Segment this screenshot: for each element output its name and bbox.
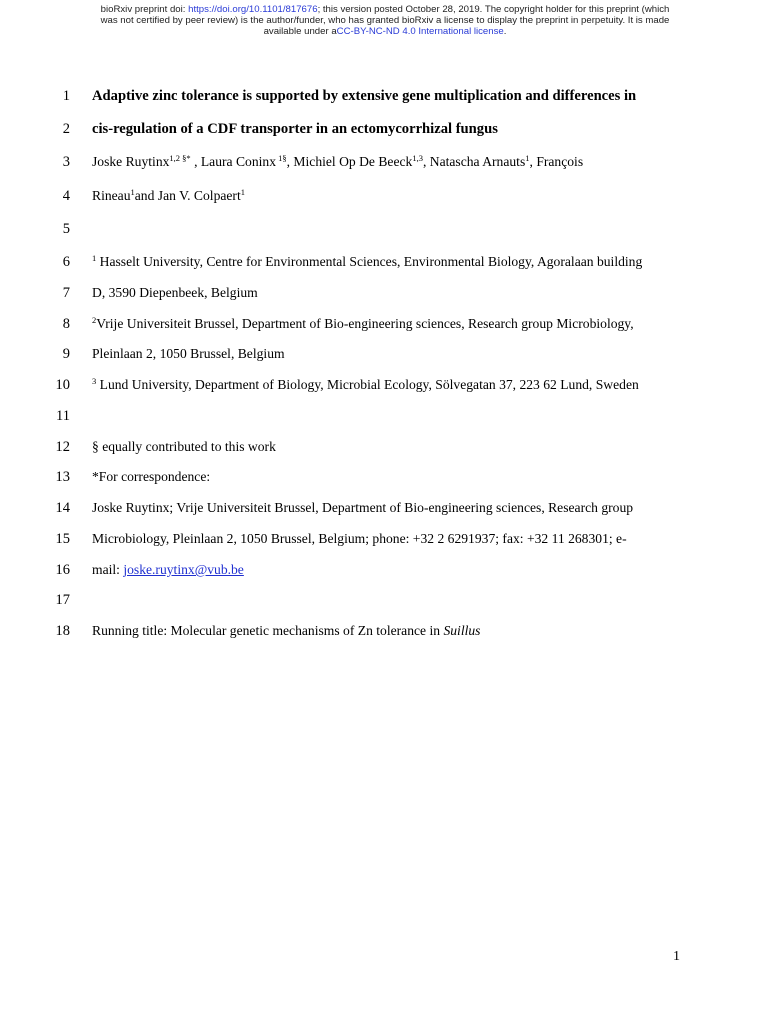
author-name: , Laura Coninx (190, 154, 276, 169)
manuscript-line (0, 437, 770, 457)
email-link[interactable]: joske.ruytinx@vub.be (123, 562, 244, 577)
author-name: Joske Ruytinx (92, 154, 170, 169)
affiliation-marker: 3 (92, 376, 97, 386)
manuscript-line (0, 560, 770, 580)
doi-link[interactable]: https://doi.org/10.1101/817676 (188, 4, 318, 15)
affiliation-text: D, 3590 Diepenbeek, Belgium (92, 285, 258, 300)
manuscript-line (0, 252, 770, 272)
correspondence-text: Joske Ruytinx; Vrije Universiteit Brussel, Department of Bio-engineering sciences, Research group (92, 500, 634, 515)
line-number: 3 (62, 154, 70, 170)
running-title (92, 621, 732, 641)
equal-contribution-note: § equally contributed to this work (92, 439, 276, 454)
affiliation-2 (92, 314, 732, 334)
author-name: , Natascha Arnauts (422, 154, 526, 169)
manuscript-line (0, 219, 770, 239)
banner-line-3 (40, 26, 730, 37)
line-number: 14 (55, 500, 70, 516)
manuscript-line (0, 498, 770, 518)
author-list (92, 186, 732, 206)
line-number: 16 (55, 562, 70, 578)
author-name: , Michiel Op De Beeck (286, 154, 413, 169)
running-title-text: Running title: Molecular genetic mechanisms of Zn tolerance in (92, 623, 444, 638)
line-number: 2 (62, 121, 70, 137)
manuscript-line (0, 621, 770, 641)
line-number: 5 (62, 221, 70, 237)
correspondence-label: *For correspondence: (92, 469, 211, 484)
manuscript-line (0, 86, 770, 106)
manuscript-line (0, 529, 770, 549)
correspondence-email-line (92, 560, 732, 580)
line-number: 1 (62, 88, 70, 104)
manuscript-line (0, 467, 770, 487)
author-affiliation-marker: 1,2 §* (169, 153, 191, 163)
line-number: 6 (62, 254, 70, 270)
manuscript-line (0, 314, 770, 334)
author-name: , François (529, 154, 584, 169)
line-number: 9 (62, 346, 70, 362)
author-affiliation-marker: 1 (130, 187, 135, 197)
paper-title-line-1: Adaptive zinc tolerance is supported by extensive gene multiplication and differences in (92, 88, 637, 104)
manuscript-line (0, 152, 770, 172)
line-number: 4 (62, 188, 70, 204)
banner-line-2: was not certified by peer review) is the author/funder, who has granted bioRxiv a license to display the preprint in perpetuity. It is made (100, 15, 670, 26)
line-number: 8 (62, 316, 70, 332)
manuscript-line (0, 375, 770, 395)
author-affiliation-marker: 1,3 (412, 153, 423, 163)
author-affiliation-marker: 1 (525, 153, 530, 163)
page-number: 1 (673, 949, 680, 964)
line-number: 10 (55, 377, 70, 393)
banner-line-1 (40, 4, 730, 15)
genus-name: Suillus (443, 623, 481, 638)
affiliation-text: Lund University, Department of Biology, Microbial Ecology, Sölvegatan 37, 223 62 Lund, Sweden (96, 377, 639, 392)
affiliation-text: Pleinlaan 2, 1050 Brussel, Belgium (92, 346, 285, 361)
line-number: 15 (55, 531, 70, 547)
line-number: 13 (55, 469, 70, 485)
banner-text: available under a (263, 26, 337, 37)
correspondence-text: Microbiology, Pleinlaan 2, 1050 Brussel, Belgium; phone: +32 2 6291937; fax: +32 11 268301; e- (92, 531, 627, 546)
banner-text: . (503, 26, 507, 37)
line-number: 18 (55, 623, 70, 639)
manuscript-line (0, 186, 770, 206)
manuscript-line (0, 119, 770, 139)
license-link[interactable]: CC-BY-NC-ND 4.0 International license (336, 26, 504, 37)
preprint-banner (40, 4, 730, 37)
author-name: and Jan V. Colpaert (134, 188, 241, 203)
affiliation-3 (92, 375, 732, 395)
author-affiliation-marker: 1§ (276, 153, 287, 163)
line-number: 11 (56, 408, 70, 424)
line-number: 12 (55, 439, 70, 455)
author-affiliation-marker: 1 (240, 187, 245, 197)
manuscript-line (0, 344, 770, 364)
author-list (92, 152, 732, 172)
affiliation-1 (92, 252, 732, 272)
manuscript-line (0, 406, 770, 426)
manuscript-line (0, 283, 770, 303)
affiliation-text: Vrije Universiteit Brussel, Department of Bio-engineering sciences, Research group Microbiology, (96, 316, 634, 331)
paper-title-line-2: cis-regulation of a CDF transporter in an ectomycorrhizal fungus (92, 121, 498, 137)
affiliation-marker: 2 (92, 315, 97, 325)
banner-text: ; this version posted October 28, 2019. The copyright holder for this preprint (which (317, 4, 670, 15)
line-number: 17 (55, 592, 70, 608)
banner-text: bioRxiv preprint doi: (100, 4, 189, 15)
affiliation-marker: 1 (92, 253, 97, 263)
manuscript-line (0, 590, 770, 610)
email-prefix: mail: (92, 562, 124, 577)
author-name: Rineau (92, 188, 131, 203)
line-number: 7 (62, 285, 70, 301)
affiliation-text: Hasselt University, Centre for Environmental Sciences, Environmental Biology, Agoralaan building (96, 254, 643, 269)
